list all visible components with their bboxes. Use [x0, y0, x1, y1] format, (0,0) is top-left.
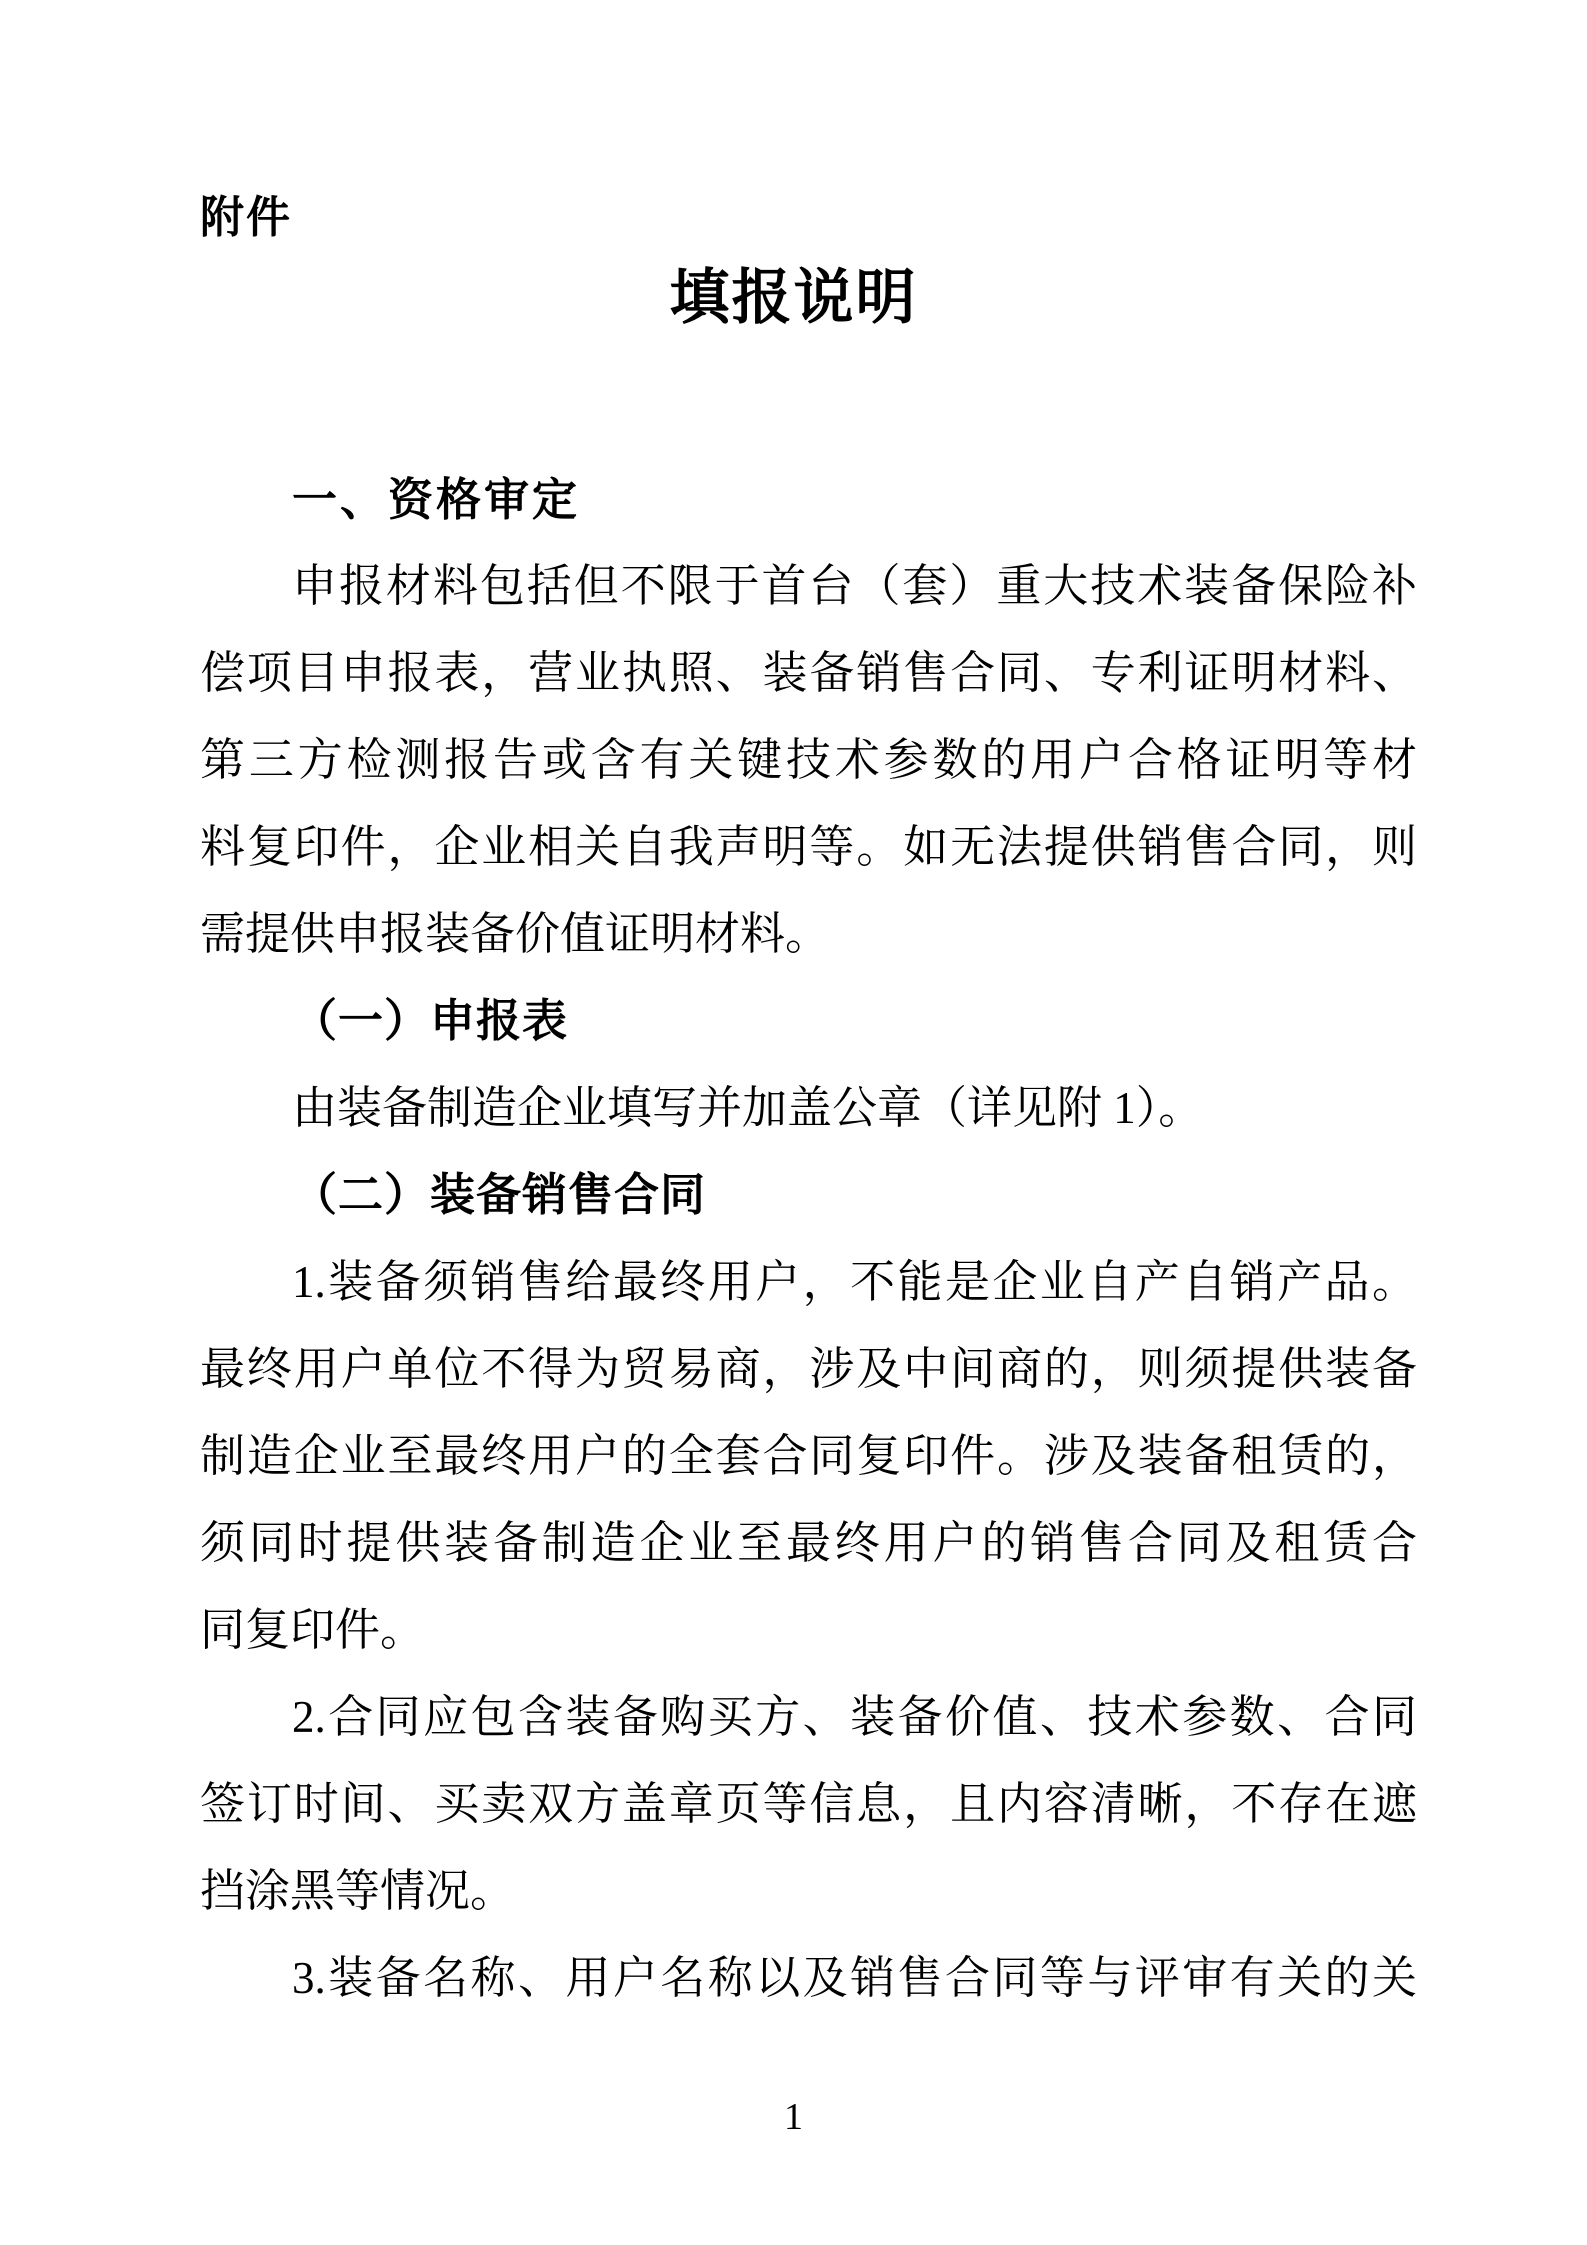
document-title: 填报说明	[669, 265, 918, 331]
attachment-label: 附件	[200, 193, 292, 242]
paragraph-line: 制造企业至最终用户的全套合同复印件。涉及装备租赁的，	[200, 1431, 1417, 1481]
paragraph-line: 签订时间、买卖双方盖章页等信息，且内容清晰，不存在遮	[200, 1779, 1417, 1829]
paragraph-line: 由装备制造企业填写并加盖公章（详见附 1）。	[292, 1083, 1204, 1133]
section-heading-qualification-review: 一、资格审定	[292, 474, 581, 525]
paragraph-line: 挡涂黑等情况。	[200, 1866, 516, 1916]
sub-heading-application-form: （一）申报表	[292, 996, 569, 1046]
paragraph-line: 申报材料包括但不限于首台（套）重大技术装备保险补	[292, 561, 1417, 611]
paragraph-line: 料复印件，企业相关自我声明等。如无法提供销售合同，则	[200, 822, 1417, 872]
paragraph-line: 偿项目申报表，营业执照、装备销售合同、专利证明材料、	[200, 648, 1417, 698]
paragraph-line: 2.合同应包含装备购买方、装备价值、技术参数、合同	[292, 1692, 1417, 1742]
paragraph-line: 最终用户单位不得为贸易商，涉及中间商的，则须提供装备	[200, 1344, 1417, 1394]
paragraph-line: 须同时提供装备制造企业至最终用户的销售合同及租赁合	[200, 1518, 1417, 1568]
page-number: 1	[784, 2096, 803, 2138]
paragraph-line: 1.装备须销售给最终用户，不能是企业自产自销产品。	[292, 1257, 1417, 1307]
sub-heading-sales-contract: （二）装备销售合同	[292, 1170, 707, 1220]
paragraph-line: 第三方检测报告或含有关键技术参数的用户合格证明等材	[200, 735, 1417, 785]
paragraph-line: 需提供申报装备价值证明材料。	[200, 909, 831, 959]
paragraph-line: 3.装备名称、用户名称以及销售合同等与评审有关的关	[292, 1953, 1417, 2003]
document-body	[200, 456, 1417, 2022]
paragraph-line: 同复印件。	[200, 1605, 426, 1655]
